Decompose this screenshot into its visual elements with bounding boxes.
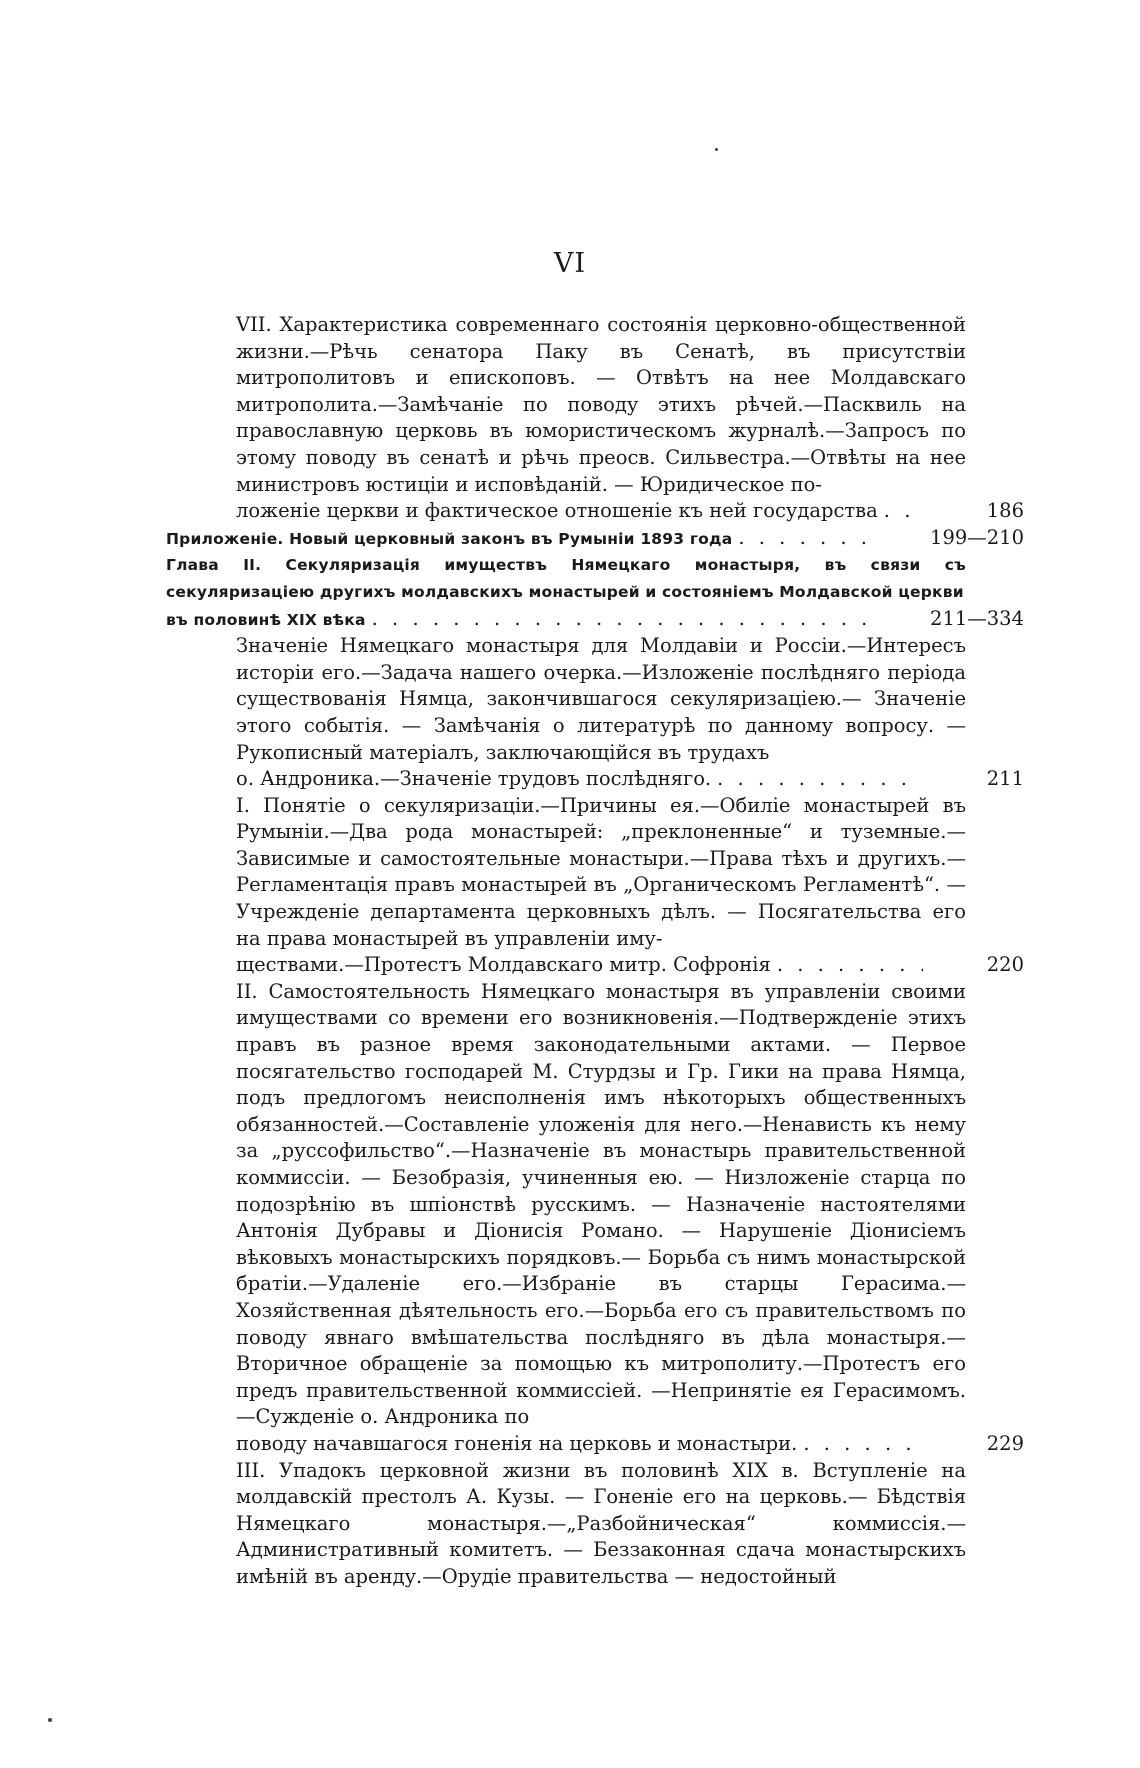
toc-entry-text: III. Упадокъ церковной жизни въ половинѣ XIX в. Вступленіе на молдавскій престолъ А. Кузы. — Гоненіе его на церковь.— Бѣдствія Нямецкаго монастыря.—„Разбойническая“ коммиссія.— Административный комитетъ. — Беззаконная сдача монастырскихъ имѣній въ аренду.—Орудіе правительства — недостойный: [236, 1458, 966, 1588]
toc-entry-text: II. Самостоятельность Нямецкаго монастыря въ управленіи своими имуществами со времени его возникновенія.—Подтвержденіе этихъ правъ въ разное время законодательными актами. — Первое посягательство господарей М. Стурдзы и Гр. Гики на права Нямца, подъ предлогомъ неисполненія имъ нѣкоторыхъ общественныхъ обязанностей.—Составленіе уложенія для него.—Ненависть къ нему за „руссофильство“.—Назначеніе въ монастырь правительственной коммиссіи. — Безобразія, учиненныя ею. — Низложеніе старца по подозрѣнію въ шпіонствѣ русскимъ. — Назначеніе настоятелями Антонія Дубравы и Діонисія Романо. — Нарушеніе Діонисіемъ вѣковыхъ монастырскихъ порядковъ.— Борьба съ нимъ монастырской братіи.—Удаленіе его.—Избраніе въ старцы Герасима.—Хозяйственная дѣятельность его.—Борьба его съ правительствомъ по поводу явнаго вмѣшательства послѣдняго въ дѣла монастыря.—Вторичное обращеніе за помощью къ митрополиту.—Протестъ его предъ правительственной коммиссіей. —Непринятіе ея Герасимомъ.—Сужденіе о. Андроника по: [236, 979, 966, 1429]
toc-entry-last-line-text: въ половинѣ XIX вѣка: [166, 610, 366, 629]
page-ref: 211: [986, 767, 1024, 791]
page-ref: 211—334: [930, 606, 1024, 630]
toc-entry-iii: [236, 1458, 966, 1591]
dot-leader: [884, 498, 923, 525]
toc-entry-last-line: [166, 525, 1024, 553]
toc-entry-last-line-text: ложеніе церкви и фактическое отношеніе къ ней государства: [236, 499, 878, 523]
toc-entry-vii: [236, 312, 1024, 525]
scan-speck: [48, 1718, 52, 1722]
toc-entry-last-line: [166, 606, 1024, 634]
toc-entry-last-line-text: о. Андроника.—Значеніе трудовъ послѣдняго.: [236, 767, 712, 791]
dot-leader: [777, 952, 923, 979]
toc-entry-chapter-2: [166, 552, 1024, 633]
dot-leader: [372, 606, 866, 633]
toc-entry-last-line: [236, 1431, 1024, 1458]
toc-entry-last-line: [236, 952, 1024, 979]
toc-entry-last-line-text: ществами.—Протестъ Молдавскаго митр. Софронія: [236, 953, 771, 977]
dot-leader: [803, 1431, 922, 1458]
page-ref: 199—210: [930, 525, 1024, 549]
toc-entry-ii: [236, 979, 1024, 1458]
page-number: VI: [553, 248, 587, 279]
toc-appendix-title: Приложеніе. Новый церковный законъ въ Румыніи 1893 года: [166, 529, 733, 548]
toc-entry-last-line: [236, 766, 1024, 793]
dot-leader: [717, 766, 923, 793]
toc-entry-text: Значеніе Нямецкаго монастыря для Молдавіи и Россіи.—Интересъ исторіи его.—Задача нашего очерка.—Изложеніе послѣдняго періода существованія Нямца, закончившагося секуляризаціею.— Значеніе этого событія. — Замѣчанія о литературѣ по данному вопросу. — Рукописный матеріалъ, заключающійся въ трудахъ: [236, 634, 966, 764]
toc-entry-text: I. Понятіе о секуляризаціи.—Причины ея.—Обиліе монастырей въ Румыніи.—Два рода монастырей: „преклоненные“ и туземные.—Зависимые и самостоятельные монастыри.—Права тѣхъ и другихъ.—Регламентація правъ монастырей въ „Органическомъ Регламентѣ“. — Учрежденіе департамента церковныхъ дѣлъ. — Посягательства его на права монастырей въ управленіи иму-: [236, 793, 966, 950]
toc-chapter-title: Глава II. Секуляризація имуществъ Нямецкаго монастыря, въ связи съ секуляризаціею другихъ молдавскихъ монастырей и состояніемъ Молдавской церкви: [166, 556, 966, 601]
toc-entry-last-line: [236, 498, 1024, 525]
dot-leader: [738, 525, 866, 552]
toc-entry-intro: [236, 633, 1024, 793]
page-ref: 229: [986, 1431, 1024, 1455]
scan-speck: [715, 148, 718, 151]
toc-entry-appendix: [166, 525, 1024, 553]
table-of-contents: [166, 312, 1024, 1591]
toc-entry-text: VII. Характеристика современнаго состоянія церковно-общественной жизни.—Рѣчь сенатора Паку въ Сенатѣ, въ присутствіи митрополитовъ и епископовъ. — Отвѣтъ на нее Молдавскаго митрополита.—Замѣчаніе по поводу этихъ рѣчей.—Пасквиль на православную церковь въ юмористическомъ журналѣ.—Запросъ по этому поводу въ сенатѣ и рѣчь преосв. Сильвестра.—Отвѣты на нее министровъ юстиціи и исповѣданій. — Юридическое по-: [236, 313, 966, 496]
page-ref: 220: [986, 953, 1024, 977]
page-ref: 186: [986, 499, 1024, 523]
toc-entry-i: [236, 793, 1024, 979]
toc-entry-last-line-text: поводу начавшагося гоненія на церковь и монастыри.: [236, 1431, 798, 1455]
